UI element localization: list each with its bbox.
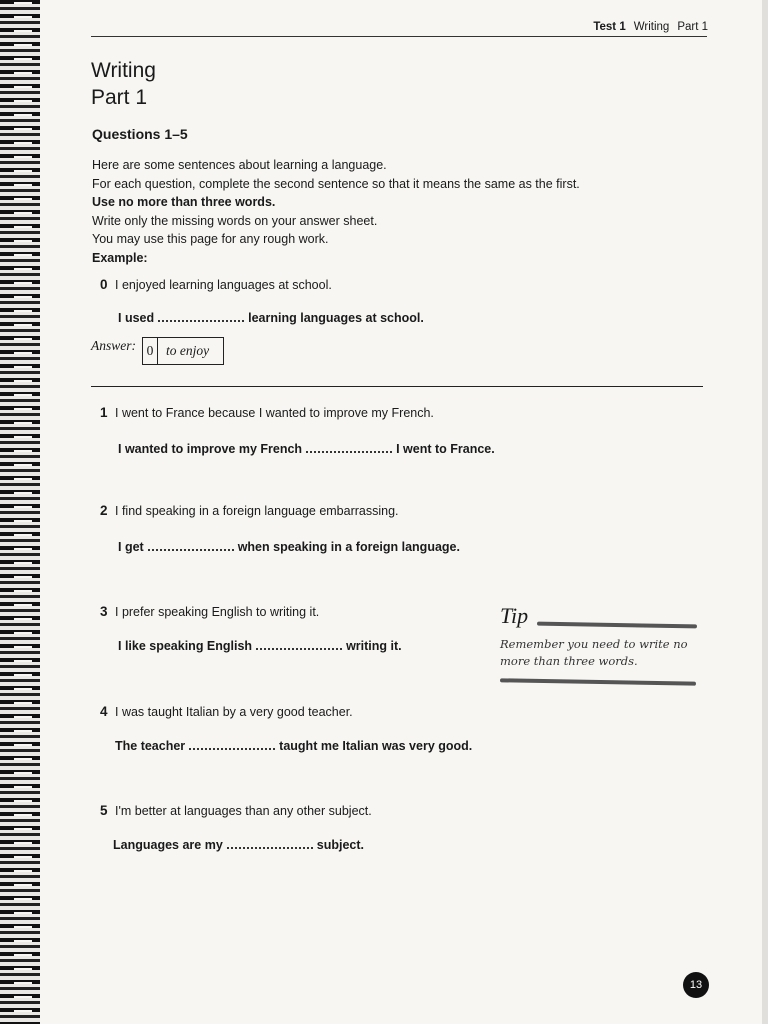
answer-blank — [256, 638, 342, 650]
question-number: 1 — [100, 405, 108, 420]
rewrite-pre: I wanted to improve my French — [118, 442, 303, 456]
instruction-line: Here are some sentences about learning a language. — [92, 158, 387, 172]
rewrite-post: taught me Italian was very good. — [279, 739, 473, 753]
question-sentence: I find speaking in a foreign language embarrassing. — [115, 504, 399, 518]
answer-box — [142, 337, 224, 365]
answer-label: Answer: — [91, 338, 136, 353]
example-pre: I used — [118, 311, 155, 325]
rewrite-post: subject. — [316, 838, 365, 852]
running-head-test: Test 1 — [593, 21, 626, 33]
question-sentence: I'm better at languages than any other subject. — [115, 804, 372, 818]
answer-box-number: 0 — [143, 338, 158, 364]
instruction-line-bold: Use no more than three words. — [92, 195, 276, 210]
rewrite-pre: The teacher — [115, 739, 186, 753]
page-number: 13 — [683, 972, 709, 998]
instruction-line: Write only the missing words on your answer sheet. — [92, 213, 378, 228]
running-head-section: Writing — [633, 21, 670, 33]
question-sentence: I went to France because I wanted to improve my French. — [115, 406, 434, 420]
question-sentence: I prefer speaking English to writing it. — [115, 605, 320, 619]
page-title — [91, 57, 156, 111]
answer-blank — [158, 310, 244, 322]
rewrite-pre: I like speaking English — [118, 639, 253, 653]
tip-title: Tip — [500, 603, 529, 628]
question-2-rewrite — [118, 539, 460, 554]
header-rule — [91, 36, 707, 37]
answer-blank — [306, 441, 392, 453]
question-1-rewrite — [118, 441, 495, 456]
question-5 — [100, 803, 372, 818]
section-divider — [91, 386, 703, 387]
answer-blank — [148, 539, 234, 551]
tip-text: Remember you need to write no more than three words. — [500, 637, 688, 668]
running-head — [593, 21, 708, 33]
tip-brush-stroke-top — [537, 622, 697, 629]
instruction-line: You may use this page for any rough work. — [92, 232, 329, 247]
rewrite-post: writing it. — [346, 639, 402, 653]
question-number: 5 — [100, 803, 108, 818]
answer-box-text: to enjoy — [166, 343, 210, 358]
example-post: learning languages at school. — [248, 311, 424, 325]
page-edge — [762, 0, 768, 1024]
answer-blank — [227, 837, 313, 849]
title-line-1: Writing — [91, 59, 156, 82]
question-5-rewrite — [113, 837, 364, 852]
question-4 — [100, 704, 353, 719]
question-3 — [100, 604, 319, 619]
question-1 — [100, 405, 434, 420]
instruction-line: For each question, complete the second sentence so that it means the same as the first. — [92, 176, 580, 191]
example-label: Example: — [92, 251, 148, 265]
example-sentence — [100, 277, 332, 292]
title-line-2: Part 1 — [91, 86, 148, 109]
answer-blank — [189, 738, 275, 750]
questions-range: Questions 1–5 — [92, 126, 188, 142]
question-4-rewrite — [115, 738, 472, 753]
rewrite-pre: Languages are my — [113, 838, 223, 852]
question-3-rewrite — [118, 638, 402, 653]
rewrite-pre: I get — [118, 540, 144, 554]
example-number: 0 — [100, 277, 108, 292]
running-head-part: Part 1 — [677, 21, 708, 33]
question-number: 3 — [100, 604, 108, 619]
rewrite-post: when speaking in a foreign language. — [237, 540, 460, 554]
instructions — [92, 156, 580, 249]
question-2 — [100, 503, 399, 518]
example-rewrite — [118, 310, 424, 325]
spiral-binding — [0, 0, 40, 1024]
rewrite-post: I went to France. — [396, 442, 495, 456]
question-sentence: I was taught Italian by a very good teacher. — [115, 705, 353, 719]
question-number: 4 — [100, 704, 108, 719]
tip-brush-stroke-bottom — [500, 678, 696, 685]
example-sentence-text: I enjoyed learning languages at school. — [115, 278, 332, 292]
question-number: 2 — [100, 503, 108, 518]
